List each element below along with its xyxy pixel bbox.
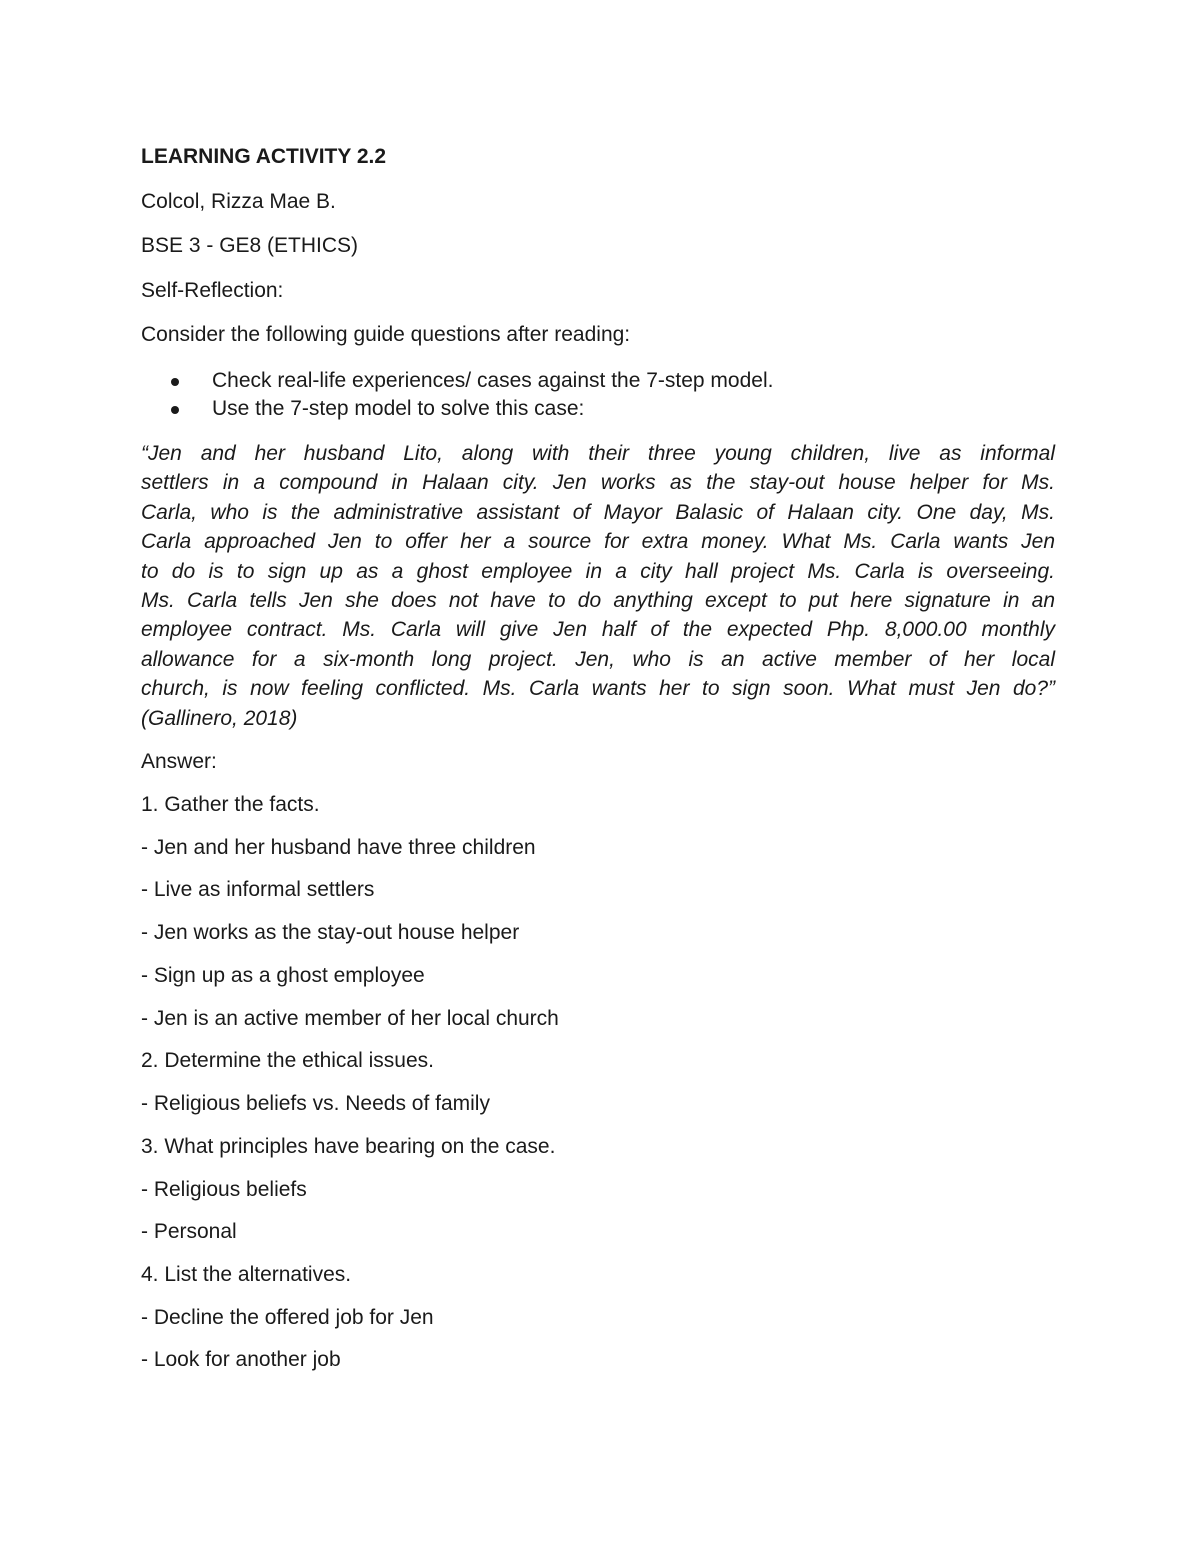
document-page xyxy=(141,0,1057,1553)
case-line: Ms. Carla tells Jen she does not have to do anything except to put here signature in an xyxy=(141,588,1055,612)
answer-item: - Decline the offered job for Jen xyxy=(141,1306,434,1329)
answer-item: - Jen is an active member of her local church xyxy=(141,1007,559,1030)
answer-item: - Religious beliefs xyxy=(141,1178,307,1201)
document-title: LEARNING ACTIVITY 2.2 xyxy=(141,145,387,168)
case-line: Carla approached Jen to offer her a source for extra money. What Ms. Carla wants Jen xyxy=(141,530,1055,554)
case-line: “Jen and her husband Lito, along with their three young children, live as informal xyxy=(141,442,1055,465)
answer-item: - Jen works as the stay-out house helper xyxy=(141,921,520,944)
bullet-icon xyxy=(171,378,179,386)
answer-step: 1. Gather the facts. xyxy=(141,793,320,816)
case-line: Carla, who is the administrative assistant of Mayor Balasic of Halaan city. One day, Ms. xyxy=(141,500,1055,524)
answer-step: 3. What principles have bearing on the case. xyxy=(141,1135,556,1158)
course-label: BSE 3 - GE8 (ETHICS) xyxy=(141,234,359,257)
answer-item: - Live as informal settlers xyxy=(141,878,375,901)
answer-step: 2. Determine the ethical issues. xyxy=(141,1049,434,1072)
bullet-text: Check real-life experiences/ cases against the 7-step model. xyxy=(212,369,774,392)
bullet-text: Use the 7-step model to solve this case: xyxy=(212,397,585,420)
answer-item: - Religious beliefs vs. Needs of family xyxy=(141,1092,490,1115)
answer-label: Answer: xyxy=(141,750,217,773)
section-label: Self-Reflection: xyxy=(141,279,284,302)
case-citation: (Gallinero, 2018) xyxy=(141,706,298,730)
answer-item: - Personal xyxy=(141,1220,237,1243)
case-quote xyxy=(141,439,1055,733)
case-line: employee contract. Ms. Carla will give Jen half of the expected Php. 8,000.00 monthly xyxy=(141,618,1055,642)
bullet-icon xyxy=(171,406,179,414)
case-line: to do is to sign up as a ghost employee in a city hall project Ms. Carla is overseeing. xyxy=(141,559,1055,583)
answer-item: - Look for another job xyxy=(141,1348,341,1371)
instruction-text: Consider the following guide questions after reading: xyxy=(141,323,631,346)
answer-item: - Sign up as a ghost employee xyxy=(141,964,425,987)
case-line: church, is now feeling conflicted. Ms. Carla wants her to sign soon. What must Jen do?” xyxy=(141,677,1055,701)
answer-step: 4. List the alternatives. xyxy=(141,1263,352,1286)
case-line: settlers in a compound in Halaan city. Jen works as the stay-out house helper for Ms. xyxy=(141,471,1055,495)
student-name: Colcol, Rizza Mae B. xyxy=(141,190,336,213)
answer-item: - Jen and her husband have three children xyxy=(141,836,536,859)
case-line: allowance for a six-month long project. Jen, who is an active member of her local xyxy=(141,647,1055,671)
